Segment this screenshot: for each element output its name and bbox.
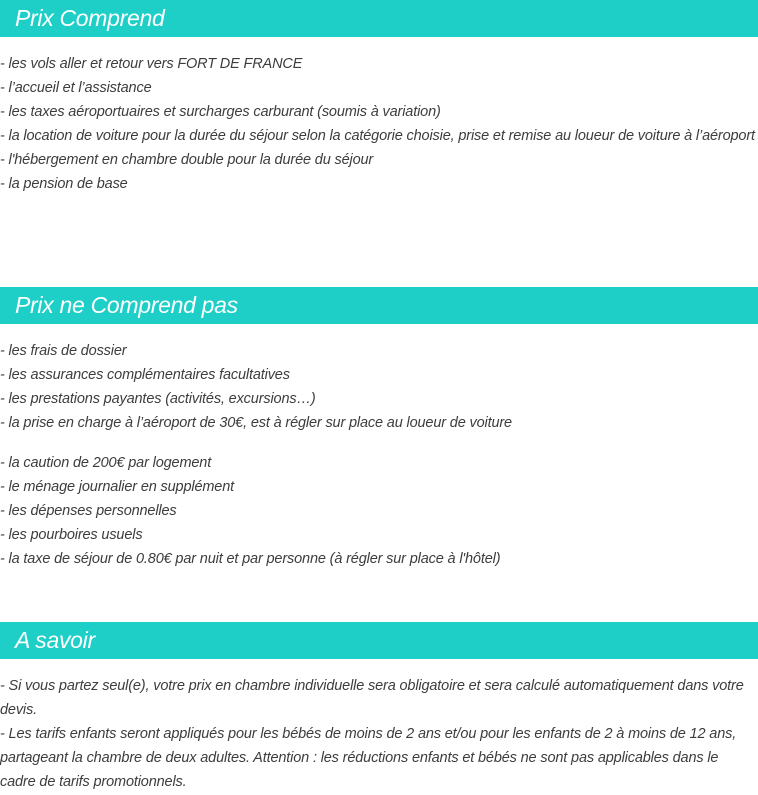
list-item: - la pension de base bbox=[0, 176, 128, 192]
section-title: Prix ne Comprend pas bbox=[15, 292, 238, 318]
list-item: - Si vous partez seul(e), votre prix en chambre individuelle sera obligatoire et sera calculé automatiquement dans votre devis. bbox=[0, 678, 744, 718]
list-item: - la taxe de séjour de 0.80€ par nuit et par personne (à régler sur place à l'hôtel) bbox=[0, 551, 501, 567]
list-item: - les prestations payantes (activités, excursions…) bbox=[0, 391, 316, 407]
list-item: - les assurances complémentaires facultatives bbox=[0, 367, 290, 383]
list-item: - les vols aller et retour vers FORT DE FRANCE bbox=[0, 56, 303, 72]
list-item: - la caution de 200€ par logement bbox=[0, 455, 212, 471]
header-prix-comprend bbox=[0, 0, 758, 37]
list-prix-ne-comprend-pas bbox=[0, 339, 758, 571]
list-item: - l'hébergement en chambre double pour la durée du séjour bbox=[0, 152, 374, 168]
list-prix-comprend bbox=[0, 52, 758, 196]
section-title: A savoir bbox=[15, 627, 95, 653]
list-item: - la location de voiture pour la durée du séjour selon la catégorie choisie, prise et remise au loueur de voiture à l’aéroport bbox=[0, 128, 755, 144]
list-item: - les pourboires usuels bbox=[0, 527, 143, 543]
list-item: - la prise en charge à l’aéroport de 30€, est à régler sur place au loueur de voiture bbox=[0, 415, 512, 431]
header-a-savoir bbox=[0, 622, 758, 659]
section-title: Prix Comprend bbox=[15, 5, 165, 31]
list-a-savoir bbox=[0, 674, 752, 794]
list-item: - le ménage journalier en supplément bbox=[0, 479, 234, 495]
header-prix-ne-comprend-pas bbox=[0, 287, 758, 324]
list-item: - les taxes aéroportuaires et surcharges carburant (soumis à variation) bbox=[0, 104, 441, 120]
list-item: - les dépenses personnelles bbox=[0, 503, 177, 519]
list-item: - l’accueil et l’assistance bbox=[0, 80, 152, 96]
list-item: - les frais de dossier bbox=[0, 343, 127, 359]
list-item: - Les tarifs enfants seront appliqués pour les bébés de moins de 2 ans et/ou pour les enfants de 2 à moins de 12 ans, partageant la chambre de deux adultes. Attention : les réductions enfants et bébés ne sont pas applicables dans le cadre de tarifs promotionnels. bbox=[0, 726, 737, 790]
